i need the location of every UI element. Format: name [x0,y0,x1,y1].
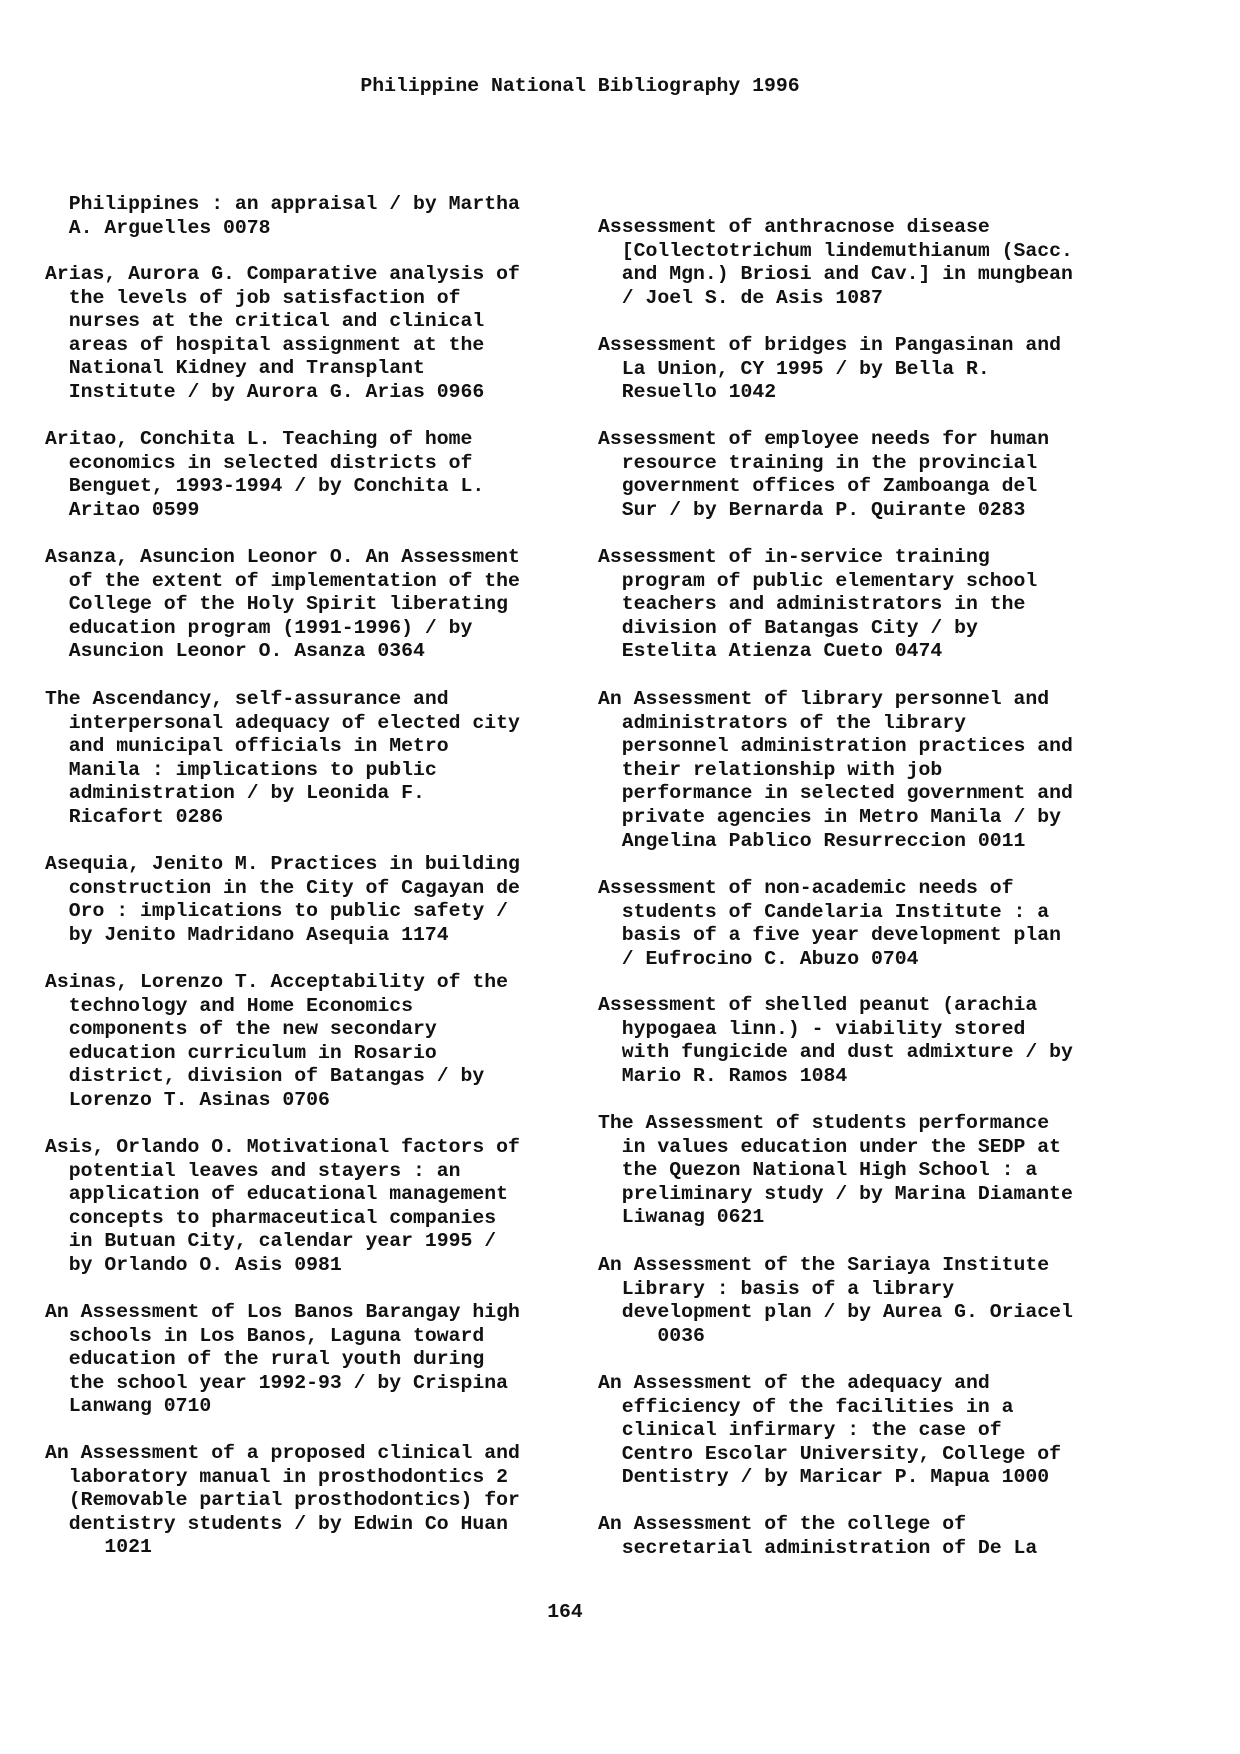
bibliography-entry: Assessment of non-academic needs of students of Candelaria Institute : a basis of a five year development plan / Eufrocino C. Abuzo 0704 [598,877,1061,970]
bibliography-entry: Assessment of employee needs for human resource training in the provincial government offices of Zamboanga del Sur / by Bernarda P. Quirante 0283 [598,428,1050,521]
bibliography-entry: Philippines : an appraisal / by Martha A. Arguelles 0078 [68,193,520,239]
bibliography-entry: Assessment of bridges in Pangasinan and La Union, CY 1995 / by Bella R. Resuello 1042 [598,334,1061,404]
bibliography-entry: Asequia, Jenito M. Practices in building construction in the City of Cagayan de Oro : implications to public safety / by Jenito Madridano Asequia 1174 [45,853,520,946]
bibliography-entry: The Assessment of students performance in values education under the SEDP at the Quezon National High School : a preliminary study / by Marina Diamante Liwanag 0621 [598,1112,1073,1229]
bibliography-entry: Assessment of shelled peanut (arachia hypogaea linn.) - viability stored with fungicide and dust admixture / by Mario R. Ramos 1084 [598,994,1073,1087]
page-header: Philippine National Bibliography 1996 [360,75,800,97]
bibliography-entry: Arias, Aurora G. Comparative analysis of the levels of job satisfaction of nurses at the critical and clinical areas of hospital assignment at the National Kidney and Transplant Institute / by Aurora G. Arias 0966 [45,263,520,403]
bibliography-entry: Assessment of anthracnose disease [Collectotrichum lindemuthianum (Sacc. and Mgn.) Briosi and Cav.] in mungbean / Joel S. de Asis 1087 [598,216,1073,309]
bibliography-entry: Asis, Orlando O. Motivational factors of potential leaves and stayers : an application of educational management concepts to pharmaceutical companies in Butuan City, calendar year 1995 / by Orlando O. Asis 0981 [45,1136,520,1276]
bibliography-entry: Asanza, Asuncion Leonor O. An Assessment of the extent of implementation of the College of the Holy Spirit liberating education program (1991-1996) / by Asuncion Leonor O. Asanza 0364 [45,546,520,663]
bibliography-entry: Assessment of in-service training program of public elementary school teachers and administrators in the division of Batangas City / by Estelita Atienza Cueto 0474 [598,546,1038,663]
bibliography-entry: Asinas, Lorenzo T. Acceptability of the technology and Home Economics components of the new secondary education curriculum in Rosario district, division of Batangas / by Lorenzo T. Asinas 0706 [45,971,508,1111]
bibliography-entry: An Assessment of the college of secretarial administration of De La [598,1513,1038,1559]
page-number: 164 [547,1601,583,1623]
bibliography-entry: An Assessment of library personnel and administrators of the library personnel administration practices and their relationship with job performance in selected government and private agencies in Metro Manila / by Angelina Pablico Resurreccion 0011 [598,688,1073,852]
bibliography-entry: An Assessment of a proposed clinical and laboratory manual in prosthodontics 2 (Removable partial prosthodontics) for dentistry students / by Edwin Co Huan 1021 [45,1442,520,1559]
bibliography-entry: An Assessment of Los Banos Barangay high schools in Los Banos, Laguna toward education of the rural youth during the school year 1992-93 / by Crispina Lanwang 0710 [45,1301,520,1418]
bibliography-entry: The Ascendancy, self-assurance and interpersonal adequacy of elected city and municipal officials in Metro Manila : implications to public administration / by Leonida F. Ricafort 0286 [45,688,520,828]
bibliography-entry: Aritao, Conchita L. Teaching of home economics in selected districts of Benguet, 1993-1994 / by Conchita L. Aritao 0599 [45,428,485,521]
bibliography-entry: An Assessment of the Sariaya Institute Library : basis of a library development plan / by Aurea G. Oriacel 0036 [598,1254,1073,1347]
bibliography-entry: An Assessment of the adequacy and efficiency of the facilities in a clinical infirmary : the case of Centro Escolar University, College of Dentistry / by Maricar P. Mapua 1000 [598,1372,1061,1489]
